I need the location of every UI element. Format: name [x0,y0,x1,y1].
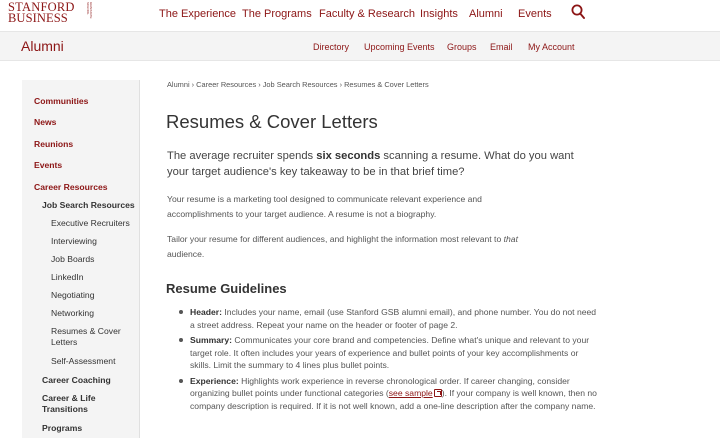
bullet-text: Highlights work experience in reverse chronological order. If career changing, consider organizing bullet points under functional categories ( [190,375,570,398]
breadcrumb-career-resources[interactable]: Career Resources [196,80,257,89]
subnav-email[interactable]: Email [490,42,513,52]
sidebar-item-career-life-transitions[interactable]: Career & Life Transitions [42,393,96,414]
sidebar-item-executive-recruiters[interactable]: Executive Recruiters [51,218,130,228]
bullet-text: ). If your company is well known, then no company description is required. If it is not well known, add a one-line description after the company name. [190,388,597,411]
subnav-directory[interactable]: Directory [313,42,350,52]
bullet-text: Includes your name, email (use Stanford GSB alumni email), and phone number. You do not need a street address. Repeat your name on the header or footer of page 2. [190,307,597,330]
breadcrumb-job-search-resources[interactable]: Job Search Resources [262,80,338,89]
tailor-text-1: Tailor your resume for different audiences, and highlight the information most relevant to [167,234,504,244]
sidebar-item-self-assessment[interactable]: Self-Assessment [51,356,116,366]
tailor-paragraph [167,232,547,262]
sidebar-item-programs[interactable]: Programs [42,423,83,433]
breadcrumb-current: Resumes & Cover Letters [344,80,429,89]
topnav-alumni[interactable]: Alumni [469,8,503,20]
external-link-icon [434,389,442,397]
search-icon[interactable] [571,4,585,20]
breadcrumb-separator: › [339,80,345,89]
sidebar-item-negotiating[interactable]: Negotiating [51,290,95,300]
sidebar-item-job-boards[interactable]: Job Boards [51,254,95,264]
breadcrumb [167,80,429,89]
topnav-faculty-research[interactable]: Faculty & Research [319,8,415,20]
breadcrumb-separator: › [191,80,197,89]
sidebar-item-resumes-cover-letters[interactable]: Resumes & Cover Letters [51,326,121,347]
subnav-upcoming-events[interactable]: Upcoming Events [364,42,435,52]
sidebar [22,80,140,438]
guidelines-list [178,306,598,415]
topnav-the-experience[interactable]: The Experience [159,8,237,20]
lead-paragraph [167,148,597,180]
topnav-events[interactable]: Events [518,8,552,20]
subnav-groups[interactable]: Groups [447,42,477,52]
tailor-text-2: audience. [167,249,205,259]
logo-line-1: STANFORD [8,0,75,14]
section-title-resume-guidelines: Resume Guidelines [166,281,287,296]
sidebar-item-job-search-resources[interactable]: Job Search Resources [42,200,135,210]
sidebar-item-networking[interactable]: Networking [51,308,94,318]
breadcrumb-alumni[interactable]: Alumni [167,80,190,89]
intro-paragraph: Your resume is a marketing tool designed to communicate relevant experience and accomplishments to your target audience. A resume is not a biography. [167,194,482,219]
sidebar-item-career-coaching[interactable]: Career Coaching [42,375,111,385]
sidebar-item-news[interactable]: News [34,117,57,127]
lead-text-1: The average recruiter spends [167,150,317,162]
sidebar-item-career-resources[interactable]: Career Resources [34,182,108,192]
topnav-insights[interactable]: Insights [420,8,458,20]
list-item-summary [178,334,598,372]
bullet-label: Header: [190,307,222,317]
sidebar-item-communities[interactable]: Communities [34,96,89,106]
sidebar-item-linkedin[interactable]: LinkedIn [51,272,84,282]
breadcrumb-separator: › [258,80,263,89]
bullet-label: Experience: [190,375,239,386]
topnav-the-programs[interactable]: The Programs [242,8,312,20]
bullet-text: Communicates your core brand and competencies. Define what's unique and relevant to your target role. It often includes your years of experience and bullet points of your key accomplishments or skills. Limit the summary to 4 lines plus bullet points. [190,335,590,370]
sidebar-item-interviewing[interactable]: Interviewing [51,236,97,246]
tailor-emphasis: that [503,234,518,244]
alumni-section-title[interactable]: Alumni [21,38,64,54]
bullet-label: Summary: [190,335,233,345]
top-navigation [0,0,720,30]
lead-emphasis: six seconds [316,150,381,162]
sidebar-item-reunions[interactable]: Reunions [34,139,74,149]
subnav-my-account[interactable]: My Account [528,42,575,52]
list-item-experience [178,375,598,413]
logo-side-text: GRADUATE SCHOOL [86,2,93,19]
stanford-business-logo[interactable] [8,0,93,27]
alumni-subnav-bar [0,31,720,61]
lead-text-2: scanning a resume. What do you want your target audience's key takeaway to be in that brief time? [167,150,574,178]
page-title: Resumes & Cover Letters [166,111,378,132]
list-item-header [178,306,598,331]
sidebar-item-events[interactable]: Events [34,160,63,170]
logo-line-2: BUSINESS [8,11,68,25]
see-sample-link[interactable]: see sample [388,388,433,398]
